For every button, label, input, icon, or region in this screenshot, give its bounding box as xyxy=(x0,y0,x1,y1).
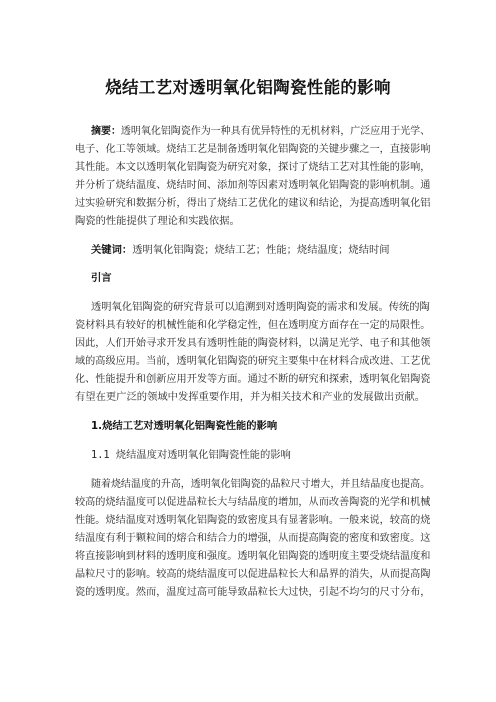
intro-line: 域的高级应用。当前，透明氧化铝陶瓷的研究主要集中在材料合成改进、工艺优 xyxy=(75,355,431,367)
intro-line: 因此，人们开始寻求开发具有透明性能的陶瓷材料，以满足光学、电子和其他领 xyxy=(75,337,431,349)
keywords-text: 透明氧化铝陶瓷；烧结工艺；性能；烧结温度；烧结时间 xyxy=(132,244,390,256)
abstract-line: 陶瓷的性能提供了理论和实践依据。 xyxy=(75,215,240,227)
section-line: 较高的烧结温度可以促进晶粒长大与结晶度的增加，从而改善陶瓷的光学和机械 xyxy=(75,496,431,508)
abstract-first-line xyxy=(91,124,430,138)
document-title: 烧结工艺对透明氧化铝陶瓷性能的影响 xyxy=(105,78,391,97)
keywords-label: 关键词： xyxy=(91,244,133,256)
section-line: 性能。烧结温度对透明氧化铝陶瓷的致密度具有显著影响。一般来说，较高的烧 xyxy=(75,514,431,526)
abstract-line: 其性能。本文以透明氧化铝陶瓷为研究对象，探讨了烧结工艺对其性能的影响， xyxy=(75,161,431,173)
abstract-line: 过实验研究和数据分析，得出了烧结工艺优化的建议和结论，为提高透明氧化铝 xyxy=(75,197,431,209)
section-line: 晶粒尺寸的影响。较高的烧结温度可以促进晶粒长大和晶界的消失，从而提高陶 xyxy=(75,568,431,580)
subsection-heading: 1.1 烧结温度对透明氧化铝陶瓷性能的影响 xyxy=(91,449,291,461)
abstract-line: 并分析了烧结温度、烧结时间、添加剂等因素对透明氧化铝陶瓷的影响机制。通 xyxy=(75,179,431,191)
abstract-line: 电子、化工等领域。烧结工艺是制备透明氧化铝陶瓷的关键步骤之一，直接影响 xyxy=(75,143,431,155)
section-heading: 1.烧结工艺对透明氧化铝陶瓷性能的影响 xyxy=(91,420,278,432)
intro-line: 有望在更广泛的领域中发挥重要作用，并为相关技术和产业的发展做出贡献。 xyxy=(75,391,426,403)
keywords-line xyxy=(91,243,390,257)
section-line: 随着烧结温度的升高，透明氧化铝陶瓷的晶粒尺寸增大，并且结晶度也提高。 xyxy=(91,478,431,490)
section-line: 瓷的透明度。然而，温度过高可能导致晶粒长大过快，引起不均匀的尺寸分布， xyxy=(75,586,431,598)
section-line: 将直接影响到材料的透明度和强度。透明氧化铝陶瓷的透明度主要受烧结温度和 xyxy=(75,550,431,562)
section-line: 结温度有利于颗粒间的熔合和结合力的增强，从而提高陶瓷的密度和致密度。这 xyxy=(75,532,431,544)
intro-line: 瓷材料具有较好的机械性能和化学稳定性，但在透明度方面存在一定的局限性。 xyxy=(75,319,431,331)
intro-heading: 引言 xyxy=(91,272,112,284)
abstract-label: 摘要： xyxy=(91,125,121,137)
intro-line: 透明氧化铝陶瓷的研究背景可以追溯到对透明陶瓷的需求和发展。传统的陶 xyxy=(91,301,430,313)
intro-line: 化、性能提升和创新应用开发等方面。通过不断的研究和探索，透明氧化铝陶瓷 xyxy=(75,373,431,385)
abstract-line: 透明氧化铝陶瓷作为一种具有优异特性的无机材料，广泛应用于光学、 xyxy=(120,125,431,137)
